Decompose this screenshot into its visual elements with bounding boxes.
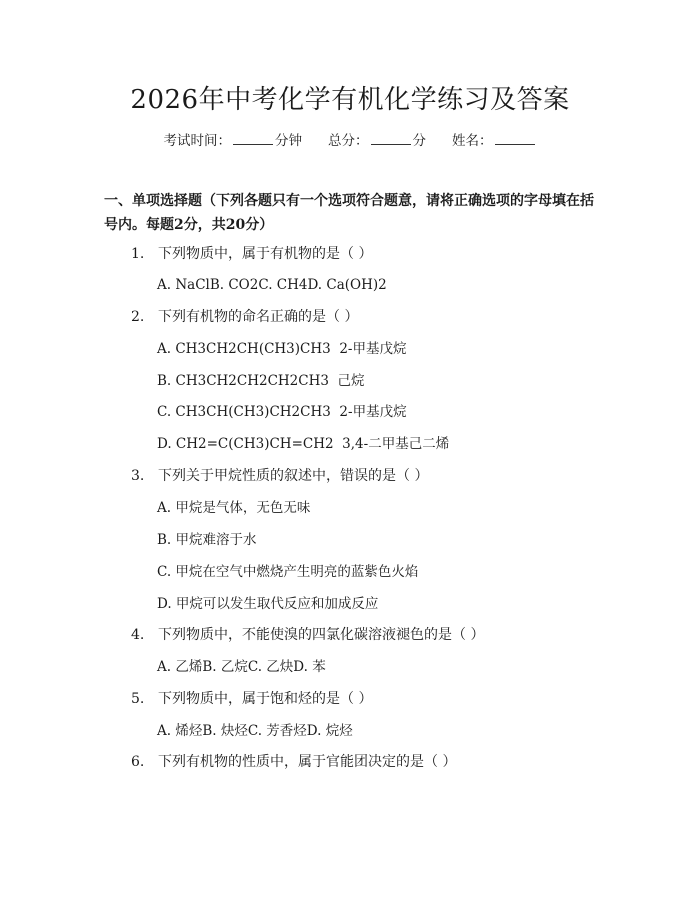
option-b: B. 炔烃 [202, 723, 248, 739]
option-a: A. 甲烷是气体，无色无味 [157, 500, 311, 516]
option-b: B. CO2 [209, 277, 259, 293]
document-title: 2026年中考化学有机化学练习及答案 [130, 85, 570, 115]
question-number: 6. [131, 754, 145, 770]
section-heading: 一、单项选择题（下列各题只有一个选项符合题意，请将正确选项的字母填在括号内。每题2分，共20分） [104, 193, 594, 233]
time-blank [233, 132, 273, 145]
question-2 [131, 308, 611, 326]
option-c: C. 芳香烃 [247, 723, 307, 739]
question-text: 下列物质中，不能使溴的四氯化碳溶液褪色的是（ ） [158, 627, 485, 643]
score-unit: 分 [412, 133, 426, 149]
question-text: 下列关于甲烷性质的叙述中，错误的是（ ） [158, 468, 429, 484]
option-a: A. NaCl [157, 277, 210, 293]
name-blank [495, 132, 535, 145]
question-number: 4. [131, 627, 145, 643]
question-3 [131, 467, 611, 485]
question-4-options [157, 658, 326, 676]
question-4 [131, 626, 611, 644]
option-b: B. CH3CH2CH2CH2CH3 己烷 [157, 373, 365, 389]
question-number: 2. [131, 309, 145, 325]
question-text: 下列有机物的命名正确的是（ ） [158, 309, 359, 325]
option-a: A. CH3CH2CH(CH3)CH3 2-甲基戊烷 [157, 341, 407, 357]
question-5 [131, 690, 611, 708]
option-a: A. 烯烃 [157, 723, 203, 739]
option-d: D. CH2=C(CH3)CH=CH2 3,4-二甲基己二烯 [157, 436, 450, 452]
question-1 [131, 245, 611, 263]
question-text: 下列物质中，属于有机物的是（ ） [158, 246, 373, 262]
option-d: D. 甲烷可以发生取代反应和加成反应 [157, 596, 379, 612]
option-c: C. 乙炔 [247, 659, 294, 675]
option-d: D. Ca(OH)2 [307, 277, 387, 293]
question-number: 3. [131, 468, 145, 484]
score-label: 总分： [328, 133, 369, 149]
question-5-options [157, 722, 353, 740]
option-b: B. 乙烷 [202, 659, 248, 675]
question-number: 5. [131, 691, 145, 707]
option-d: D. 苯 [293, 659, 326, 675]
question-text: 下列物质中，属于饱和烃的是（ ） [158, 691, 373, 707]
option-a: A. 乙烯 [157, 659, 203, 675]
option-c: C. CH4 [258, 277, 308, 293]
score-blank [371, 132, 411, 145]
question-text: 下列有机物的性质中，属于官能团决定的是（ ） [158, 754, 457, 770]
name-label: 姓名： [452, 133, 493, 149]
time-unit: 分钟 [275, 133, 302, 149]
option-c: C. 甲烷在空气中燃烧产生明亮的蓝紫色火焰 [157, 564, 419, 580]
time-label: 考试时间： [163, 133, 231, 149]
question-number: 1. [131, 246, 145, 262]
option-c: C. CH3CH(CH3)CH2CH3 2-甲基戊烷 [157, 404, 407, 420]
question-6 [131, 753, 611, 771]
option-d: D. 烷烃 [306, 723, 353, 739]
question-1-options [157, 276, 387, 294]
exam-info-line [0, 132, 700, 150]
option-b: B. 甲烷难溶于水 [157, 532, 257, 548]
